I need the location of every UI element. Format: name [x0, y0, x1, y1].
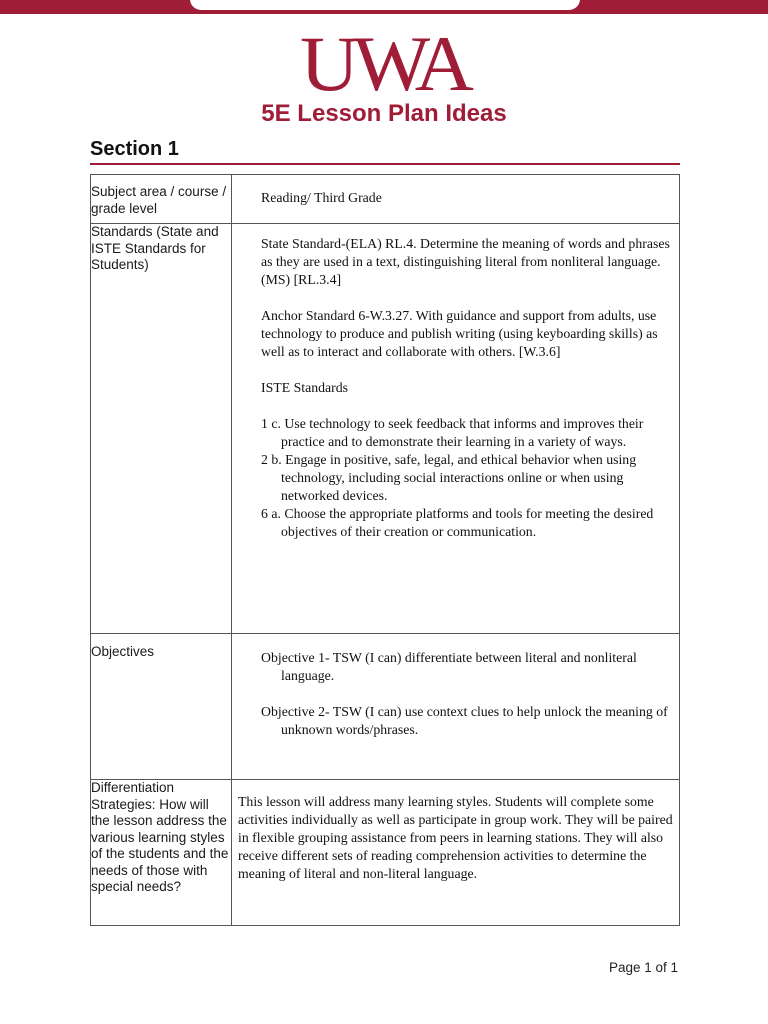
row-content [232, 175, 680, 224]
iste-item-6a: 6 a. Choose the appropriate platforms and tools for meeting the desired objectives of their creation or communication. [261, 506, 654, 539]
logo-text: UWA [300, 20, 468, 107]
uwa-logo [0, 20, 768, 107]
row-label: Standards (State and ISTE Standards for Students) [91, 224, 232, 634]
row-content [232, 224, 680, 634]
row-content [232, 634, 680, 780]
objective-1: Objective 1- TSW (I can) differentiate between literal and nonliteral language. [261, 650, 637, 683]
anchor-standard-text: Anchor Standard 6-W.3.27. With guidance and support from adults, use technology to produce and publish writing (using keyboarding skills) as well as to interact and collaborate with others. [W.3.6] [261, 308, 658, 359]
page-number: Page 1 of 1 [608, 960, 678, 975]
iste-item-2b: 2 b. Engage in positive, safe, legal, and ethical behavior when using technology, including social interactions online or when using networked devices. [261, 452, 637, 503]
row-label: Differentiation Strategies: How will the lesson address the various learning styles of the students and the needs of those with special needs? [91, 780, 232, 926]
table-row-differentiation [91, 780, 680, 926]
iste-item-1c: 1 c. Use technology to seek feedback that informs and improves their practice and to demonstrate their learning in a variety of ways. [261, 416, 644, 449]
row-label: Subject area / course / grade level [91, 175, 232, 224]
document-title: 5E Lesson Plan Ideas [261, 100, 507, 127]
iste-heading: ISTE Standards [261, 380, 348, 395]
top-banner-tab [190, 0, 580, 10]
table-row-subject [91, 175, 680, 224]
row-label: Objectives [91, 634, 232, 780]
state-standard-text: State Standard-(ELA) RL.4. Determine the meaning of words and phrases as they are used in a text, distinguishing literal from nonliteral language. (MS) [RL.3.4] [261, 236, 670, 287]
differentiation-text: This lesson will address many learning styles. Students will complete some activities individually as well as participate in group work. They will be paired in flexible grouping assistance from peers in learning stations. They will also receive different sets of reading comprehension activities to determine the meaning of literal and non-literal language. [238, 794, 673, 881]
subject-text: Reading/ Third Grade [261, 190, 382, 205]
row-content [232, 780, 680, 926]
section-heading: Section 1 [90, 138, 179, 160]
table-row-standards [91, 224, 680, 634]
section-divider [90, 163, 680, 165]
table-row-objectives [91, 634, 680, 780]
objective-2: Objective 2- TSW (I can) use context clues to help unlock the meaning of unknown words/phrases. [261, 704, 668, 737]
lesson-plan-table [90, 174, 680, 926]
